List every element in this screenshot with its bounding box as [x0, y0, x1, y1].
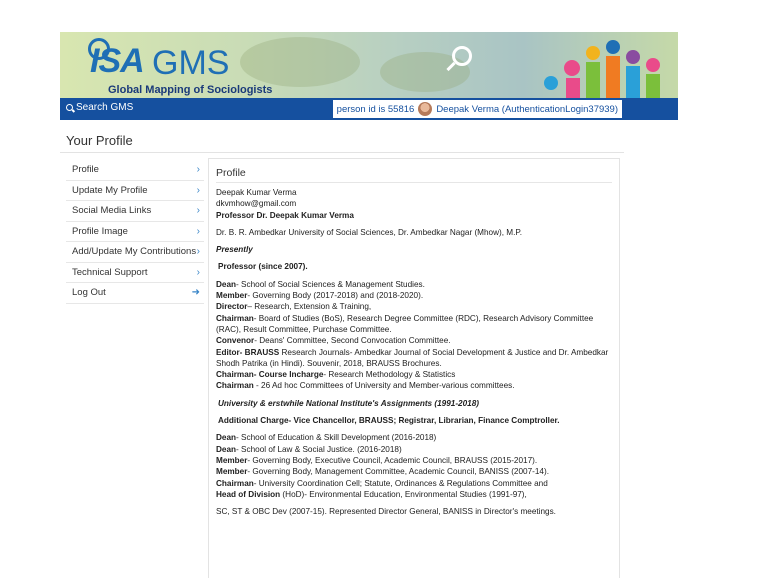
sidebar-item-label: Update My Profile: [72, 184, 148, 196]
avatar: [418, 102, 432, 116]
logo-subtitle: Global Mapping of Sociologists: [108, 84, 273, 96]
sidebar-item-social-media[interactable]: [66, 201, 204, 222]
sidebar-item-logout[interactable]: [66, 283, 204, 304]
institute-heading: University & erstwhile National Institute's Assignments (1991-2018): [218, 398, 479, 408]
profile-name: Deepak Kumar Verma: [216, 188, 297, 197]
sidebar-item-label: Add/Update My Contributions: [72, 246, 197, 258]
past-role-line: Chairman- University Coordination Cell; Statute, Ordinances & Regulations Committee and: [216, 478, 548, 488]
chevron-right-icon: ›: [196, 225, 200, 237]
sidebar-item-label: Log Out: [72, 287, 106, 299]
logout-icon: ➜: [191, 287, 200, 299]
role-line: Editor- BRAUSS Research Journals- Ambedkar Journal of Social Development & Justice and Dr. Ambedkar Shodh Patrika (in Hindi). Souvenir, 2018, BRAUSS Brochures.: [216, 347, 609, 368]
role-line: Member- Governing Body (2017-2018) and (2018-2020).: [216, 291, 424, 301]
top-navbar: [60, 98, 678, 120]
user-info-box[interactable]: [333, 100, 622, 118]
title-divider: [60, 152, 624, 153]
header-banner: [60, 32, 678, 98]
map-decoration: [240, 37, 360, 87]
chevron-right-icon: ›: [196, 164, 200, 176]
profile-affiliation: Dr. B. R. Ambedkar University of Social Sciences, Dr. Ambedkar Nagar (Mhow), M.P.: [216, 227, 523, 237]
sidebar-menu: [66, 160, 204, 304]
role-line: Dean- School of Social Sciences & Management Studies.: [216, 279, 425, 289]
page-title: Your Profile: [66, 133, 133, 148]
sidebar-item-label: Technical Support: [72, 266, 148, 278]
sidebar-item-contributions[interactable]: [66, 242, 204, 263]
sidebar-item-technical-support[interactable]: [66, 263, 204, 284]
last-line: SC, ST & OBC Dev (2007-15). Represented Director General, BANISS in Director's meetings.: [216, 507, 556, 517]
search-gms-link[interactable]: [66, 102, 133, 113]
person-id-text: person id is 55816: [336, 103, 415, 115]
logo-gms[interactable]: GMS: [152, 44, 230, 82]
chevron-right-icon: ›: [196, 205, 200, 217]
additional-charge: Additional Charge- Vice Chancellor, BRAUSS; Registrar, Librarian, Finance Comptroller.: [218, 416, 560, 426]
search-label: Search GMS: [76, 102, 134, 113]
sidebar-item-update-profile[interactable]: [66, 181, 204, 202]
past-role-line: Member- Governing Body, Management Committee, Academic Council, BANISS (2007-14).: [216, 467, 549, 477]
logo-isa[interactable]: ISA: [90, 42, 144, 80]
people-illustration: [538, 32, 678, 98]
chevron-right-icon: ›: [196, 266, 200, 278]
sidebar-item-profile[interactable]: [66, 160, 204, 181]
search-icon: [66, 104, 73, 111]
profile-email: dkvmhow@gmail.com: [216, 199, 297, 209]
presently-heading: Presently: [216, 245, 253, 255]
sidebar-item-label: Social Media Links: [72, 205, 152, 217]
professor-line: Professor (since 2007).: [218, 262, 308, 272]
role-line: Chairman- Board of Studies (BoS), Research Degree Committee (RDC), Research Advisory Committee (RAC), Result Committee, Purchase Committee.: [216, 313, 594, 334]
sidebar-item-label: Profile: [72, 164, 99, 176]
chevron-right-icon: ›: [196, 246, 200, 258]
sidebar-item-label: Profile Image: [72, 225, 128, 237]
profile-heading: Profile: [216, 167, 612, 183]
past-role-line: Dean- School of Education & Skill Development (2016-2018): [216, 433, 437, 443]
role-line: Director– Research, Extension & Training,: [216, 302, 372, 312]
sidebar-item-profile-image[interactable]: [66, 222, 204, 243]
magnifier-icon: [452, 46, 472, 66]
user-name-text: Deepak Verma (AuthenticationLogin37939): [436, 103, 618, 115]
profile-title: Professor Dr. Deepak Kumar Verma: [216, 210, 354, 220]
role-line: Chairman - 26 Ad hoc Committees of University and Member-various committees.: [216, 381, 515, 391]
profile-panel: [208, 158, 620, 578]
past-role-line: Head of Division (HoD)- Environmental Education, Environmental Studies (1991-97),: [216, 489, 527, 499]
past-role-line: Dean- School of Law & Social Justice. (2016-2018): [216, 444, 402, 454]
role-line: Chairman- Course Incharge- Research Methodology & Statistics: [216, 370, 456, 380]
role-line: Convenor- Deans' Committee, Second Convocation Committee.: [216, 336, 451, 346]
past-role-line: Member- Governing Body, Executive Council, Academic Council, BRAUSS (2015-2017).: [216, 455, 538, 465]
chevron-right-icon: ›: [196, 184, 200, 196]
